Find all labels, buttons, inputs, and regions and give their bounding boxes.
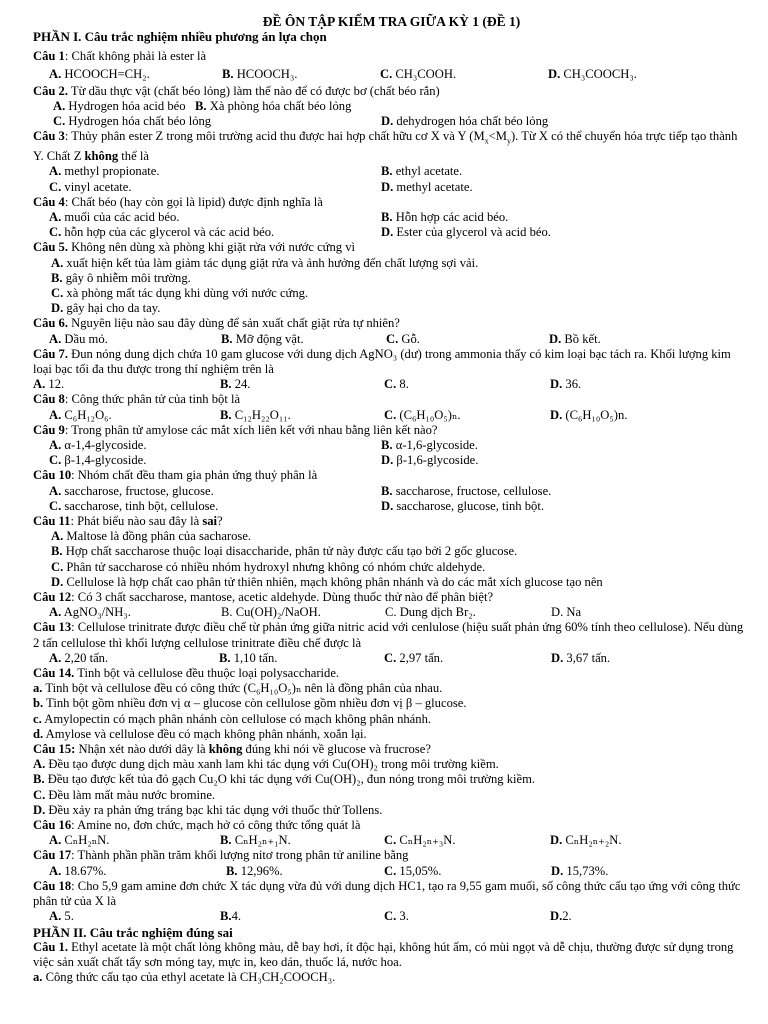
option-b[interactable]: B. 12,96%. (226, 863, 283, 878)
question-label: Câu 17 (33, 848, 72, 863)
option-b[interactable]: B. CₙH₂ₙ₊₁N. (220, 833, 291, 848)
option-c[interactable]: C. Gỗ. (386, 331, 420, 346)
question-18 (33, 879, 750, 909)
option-c[interactable]: C. saccharose, tinh bột, cellulose. (49, 498, 219, 513)
question-5 (33, 240, 750, 255)
option-d[interactable]: D. dehydrogen hóa chất béo lỏng (381, 114, 549, 129)
option-d[interactable]: D. β-1,6-glycoside. (381, 453, 479, 468)
option-c[interactable]: C. 2,97 tấn. (384, 650, 444, 665)
option-a[interactable]: A. C₆H₁₂O₆. (49, 407, 112, 422)
question-text-end: thể là (118, 149, 149, 164)
question-text: : Chất không phải là ester là (64, 49, 207, 64)
question-10-options (33, 484, 750, 514)
question-label: Câu 10 (33, 468, 72, 483)
part-2-heading: PHẦN II. Câu trắc nghiệm đúng sai (33, 924, 233, 940)
option-a[interactable]: A. AgNO₃/NH₃. (49, 605, 131, 620)
question-label: Câu 14. (33, 666, 75, 681)
option-d[interactable]: D. (C₆H₁₀O₅)n. (550, 407, 628, 422)
option-b[interactable]: B.4. (220, 909, 242, 924)
statement-a[interactable]: a. Công thức cấu tạo của ethyl acetate là CH₃CH₂COOCH₃. (33, 970, 336, 985)
emphasis: sai (202, 514, 218, 529)
option-b[interactable]: B. ethyl acetate. (381, 164, 463, 179)
question-text: Không nên dùng xà phòng khi giặt rửa với nước cứng vì (68, 240, 356, 255)
option-b[interactable]: B. Cu(OH)₂/NaOH. (221, 605, 321, 620)
question-text: : Nhóm chất đều tham gia phản ứng thuỷ phân là (71, 468, 318, 483)
question-label: Câu 1. (33, 939, 68, 954)
question-18-options (33, 909, 750, 924)
question-8 (33, 392, 750, 407)
question-7-options (33, 377, 750, 392)
question-label: Câu 18 (33, 878, 72, 893)
option-d[interactable]: D. 15,73%. (551, 863, 609, 878)
question-text: Đun nóng dung dịch chứa 10 gam glucose với dung dịch AgNO₃ (dư) trong ammonia thấy có kim loại bạc tách ra. Khối lượng kim loại bạc tối đa thu được trong thí nghiệm trên là (33, 346, 731, 376)
question-text: : Cellulose trinitrate được điều chế từ phản ứng giữa nitric acid với cenlulose (hiệu suất phản ứng 60% tính theo cellulose). Nếu dùng 2 tấn cellulose thì khối lượng cellulose trinitrate điều chế được là (33, 620, 744, 650)
option-c[interactable]: C. Phân tử saccharose có nhiều nhóm hydroxyl nhưng không có nhóm chức aldehyde. (51, 559, 486, 574)
option-b[interactable]: B. 1,10 tấn. (219, 650, 278, 665)
question-14 (33, 666, 750, 681)
option-c[interactable]: C. Dung dịch Br₂. (385, 605, 476, 620)
option-d[interactable]: D. Bồ kết. (549, 331, 601, 346)
option-a[interactable]: A. 5. (49, 909, 74, 924)
option-b[interactable]: B. gây ô nhiễm môi trường. (51, 270, 191, 285)
option-d[interactable]: D. CₙH₂ₙ₊₂N. (550, 833, 622, 848)
option-a[interactable]: A. Maltose là đồng phân của sacharose. (51, 529, 252, 544)
statement-c[interactable]: c. Amylopectin có mạch phân nhánh còn cellulose có mạch không phân nhánh. (33, 711, 432, 726)
option-b[interactable]: B. α-1,6-glycoside. (381, 438, 478, 452)
question-text: : Thủy phân ester Z trong môi trường acid thu được hai hợp chất hữu cơ X và Y (M (64, 129, 485, 144)
question-text: Nguyên liệu nào sau đây dùng để sản xuất chất giặt rửa tự nhiên? (68, 316, 400, 331)
option-a[interactable]: A. α-1,4-glycoside. (49, 438, 147, 452)
question-3-options (33, 164, 750, 194)
question-4-options (33, 210, 750, 240)
page-title: ĐỀ ÔN TẬP KIỂM TRA GIỮA KỲ 1 (ĐỀ 1) (262, 14, 521, 29)
option-a[interactable]: A. 12. (33, 377, 65, 392)
option-d[interactable]: D. Na (551, 605, 582, 620)
question-label: Câu 3 (33, 129, 65, 144)
question-text: : Phát biểu nào sau đây là (70, 514, 203, 529)
question-13 (33, 620, 750, 650)
question-16 (33, 818, 750, 833)
question-text-end: ? (217, 514, 223, 529)
option-b[interactable]: B. Xà phòng hóa chất béo lỏng (195, 99, 352, 114)
question-10 (33, 468, 750, 483)
question-1-options (33, 67, 750, 82)
question-7 (33, 347, 750, 377)
option-a[interactable]: A. muối của các acid béo. (49, 209, 180, 224)
question-label: Câu 15: (33, 742, 76, 757)
question-17-options (33, 864, 750, 879)
question-label: Câu 7. (33, 346, 68, 361)
question-text: Từ dầu thực vật (chất béo lỏng) làm thế nào để có được bơ (chất béo rắn) (68, 83, 440, 98)
question-text-cont: ). Từ X có thể chuyển hóa trực tiếp tạo thành Y. Chất Z (33, 129, 738, 164)
question-text: : Chất béo (hay còn gọi là lipid) được định nghĩa là (64, 194, 323, 209)
option-a[interactable]: A. 2,20 tấn. (49, 650, 109, 665)
question-text: : Cho 5,9 gam amine đơn chức X tác dụng vừa đủ với dung dịch HC1, tạo ra 9,55 gam muối, số công thức cấu tạo ứng với công thức phân tử của X là (33, 878, 741, 909)
question-6 (33, 316, 750, 331)
option-b[interactable]: B. saccharose, fructose, cellulose. (381, 483, 552, 498)
question-4 (33, 195, 750, 210)
option-c[interactable]: C. xà phòng mất tác dụng khi dùng với nước cứng. (51, 285, 309, 300)
question-text: Tinh bột và cellulose đều thuộc loại polysaccharide. (74, 666, 340, 681)
question-label: Câu 9 (33, 422, 65, 437)
question-1 (33, 49, 750, 64)
statement-a[interactable]: a. Tinh bột và cellulose đều có công thức (C₆H₁₀O₅)ₙ nên là đồng phân của nhau. (33, 681, 443, 696)
question-2 (33, 84, 750, 99)
option-a[interactable]: A. CₙH₂ₙN. (49, 833, 110, 848)
option-b[interactable]: B. 24. (220, 377, 251, 392)
question-9-options (33, 438, 750, 468)
question-text: Nhận xét nào dưới dây là (75, 742, 209, 757)
option-c[interactable]: C. vinyl acetate. (49, 179, 132, 194)
option-c[interactable]: C. (C₆H₁₀O₅)ₙ. (384, 407, 461, 422)
option-c[interactable]: C. Đều làm mất màu nước bromine. (33, 787, 216, 802)
question-label: Câu 12 (33, 590, 72, 605)
question-label: Câu 2. (33, 83, 68, 98)
question-2-options-cd (33, 114, 750, 129)
question-17 (33, 848, 750, 863)
question-6-options (33, 332, 750, 347)
question-text: : Trong phân tử amylose các mắt xích liên kết với nhau bằng liên kết nào? (64, 422, 438, 437)
question-8-options (33, 408, 750, 423)
question-2-options-ab (33, 99, 750, 114)
question-3: Câu 3: Thủy phân ester Z trong môi trường acid thu được hai hợp chất hữu cơ X và Y $(M_x<M_y)$. Từ X có thể chuyển hóa trực tiếp tạo thành Y. Chất Z không thể là (33, 129, 738, 164)
option-d[interactable]: D. saccharose, glucose, tinh bột. (381, 498, 544, 513)
question-text-end: đúng khi nói về glucose và frucrose? (242, 742, 431, 757)
option-c[interactable]: C. Hydrogen hóa chất béo lỏng (53, 114, 212, 129)
option-b[interactable]: B. C₁₂H₂₂O₁₁. (220, 407, 291, 422)
question-13-options (33, 651, 750, 666)
option-d[interactable]: D. 3,67 tấn. (551, 650, 611, 665)
question-9 (33, 423, 750, 438)
option-c[interactable]: C. CₙH₂ₙ₊₃N. (384, 833, 456, 848)
question-12 (33, 590, 750, 605)
part-1-heading: PHẦN I. Câu trắc nghiệm nhiều phương án lựa chọn (33, 29, 327, 45)
question-label: Câu 5. (33, 240, 68, 255)
question-label: Câu 8 (33, 392, 65, 407)
option-a[interactable]: A. methyl propionate. (49, 164, 160, 179)
emphasis: không (208, 742, 243, 757)
option-d[interactable]: D. methyl acetate. (381, 179, 473, 194)
option-c[interactable]: C. CH₃COOH. (380, 66, 457, 81)
option-b[interactable]: B. Hợp chất saccharose thuộc loại disaccharide, phân tử này được cấu tạo bởi 2 gốc glucose. (51, 544, 518, 559)
option-c[interactable]: C. 15,05%. (384, 863, 442, 878)
option-b[interactable]: B. Hỗn hợp các acid béo. (381, 209, 509, 224)
option-b[interactable]: B. Mỡ động vật. (221, 331, 304, 346)
question-label: Câu 6. (33, 316, 68, 331)
question-text: : Công thức phân tử của tinh bột là (64, 392, 241, 407)
question-label: Câu 1 (33, 49, 65, 64)
question-label: Câu 13 (33, 620, 72, 635)
question-12-options (33, 605, 750, 620)
question-text: : Thành phần phần trăm khối lượng nitơ trong phân tử aniline bằng (71, 848, 409, 863)
question-label: Câu 16 (33, 818, 72, 833)
option-c[interactable]: C. hỗn hợp của các glycerol và các acid béo. (49, 225, 275, 240)
option-a[interactable]: A. Dầu mỏ. (49, 331, 108, 346)
statement-b[interactable]: b. Tinh bột gồm nhiều đơn vị α – glucose còn cellulose gồm nhiều đơn vị β – glucose. (33, 696, 467, 711)
option-c[interactable]: C. 8. (384, 377, 409, 392)
option-d[interactable]: D. Cellulose là hợp chất cao phân tử thiên nhiên, mạch không phân nhánh và do các mắt xích glucose tạo nên (51, 574, 603, 589)
option-d[interactable]: D. gây hại cho da tay. (51, 301, 161, 316)
option-a[interactable]: A. 18.67%. (49, 863, 107, 878)
option-c[interactable]: C. β-1,4-glycoside. (49, 453, 147, 468)
part-2-question-1 (33, 940, 750, 970)
option-b[interactable]: B. HCOOCH₃. (222, 66, 298, 81)
option-a[interactable]: A. saccharose, fructose, glucose. (49, 483, 214, 498)
option-d[interactable]: D. Ester của glycerol và acid béo. (381, 225, 551, 240)
option-d[interactable]: D. Đều xảy ra phản ứng tráng bạc khi tác dụng với thuốc thử Tollens. (33, 802, 383, 817)
question-label: Câu 4 (33, 194, 65, 209)
option-d[interactable]: D. 36. (550, 377, 582, 392)
option-a[interactable]: A. HCOOCH=CH₂. (49, 66, 150, 81)
question-text: Ethyl acetate là một chất lỏng không màu, dễ bay hơi, ít độc hại, không hút ẩm, có mùi ngọt và dễ chịu, thường được sử dụng trong việc sản xuất chất tẩy sơn móng tay, mực in, keo dán, thuốc lá, nước hoa. (33, 939, 734, 969)
question-11 (33, 514, 750, 529)
question-text: : Có 3 chất saccharose, mantose, acetic aldehyde. Dùng thuốc thử nào để phân biệt? (71, 590, 494, 605)
option-a[interactable]: A. Hydrogen hóa acid béo (53, 99, 186, 114)
option-b[interactable]: B. Đều tạo được kết tủa đỏ gạch Cu₂O khi tác dụng với Cu(OH)₂, đun nóng trong môi trường kiềm. (33, 772, 536, 787)
statement-d[interactable]: d. Amylose và cellulose đều có mạch không phân nhánh, xoắn lại. (33, 726, 367, 741)
option-d[interactable]: D.2. (550, 909, 572, 924)
question-15 (33, 742, 750, 757)
question-16-options (33, 833, 750, 848)
option-d[interactable]: D. CH₃COOCH₃. (548, 66, 637, 81)
question-label: Câu 11 (33, 514, 71, 529)
emphasis: không (84, 149, 119, 164)
option-a[interactable]: A. xuất hiện kết tủa làm giảm tác dụng giặt rửa và ảnh hưởng đến chất lượng sợi vải. (51, 255, 479, 270)
question-text: : Amine no, đơn chức, mạch hở có công thức tổng quát là (71, 818, 361, 833)
option-c[interactable]: C. 3. (384, 909, 409, 924)
option-a[interactable]: A. Đều tạo được dung dịch màu xanh lam khi tác dụng với Cu(OH)₂ trong môi trường kiềm. (33, 757, 499, 772)
